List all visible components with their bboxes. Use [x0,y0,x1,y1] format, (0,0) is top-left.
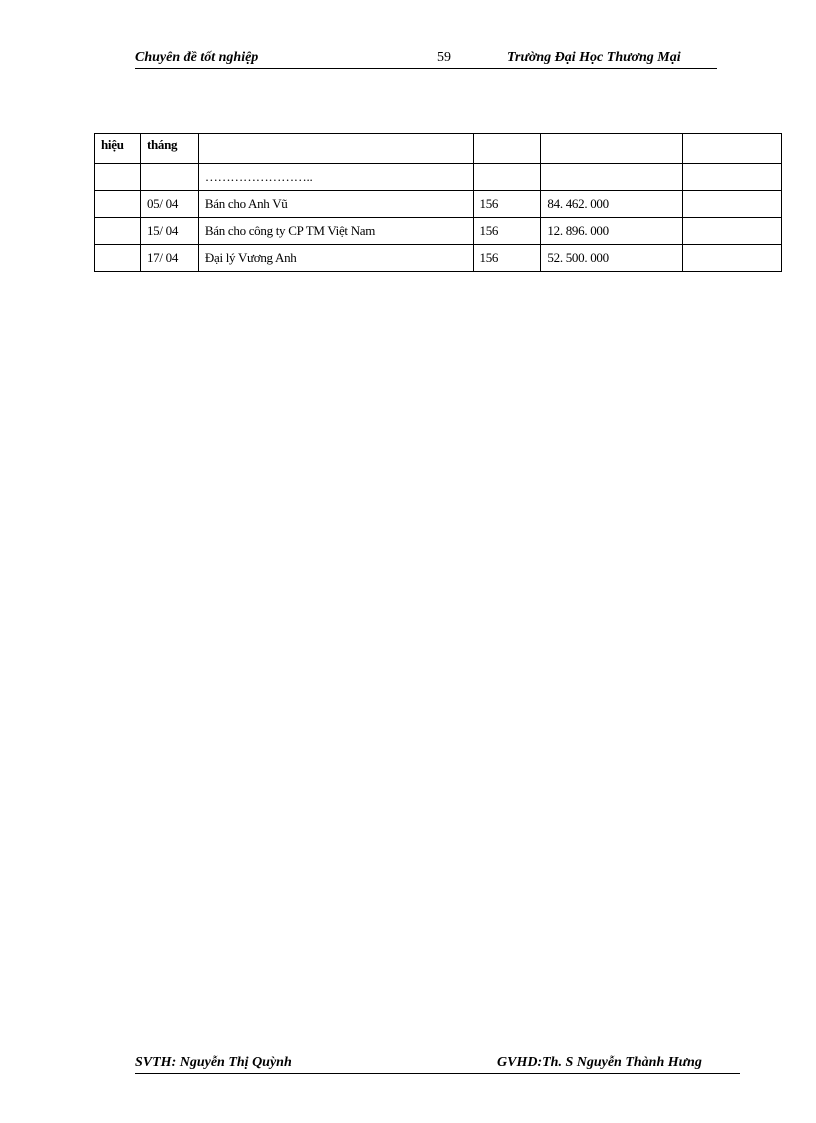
cell-extra [683,191,782,218]
cell-amount: 84. 462. 000 [541,191,683,218]
cell-account: 156 [473,191,541,218]
page-header [135,50,717,69]
cell-date: 15/ 04 [140,218,198,245]
header-cell [473,134,541,164]
header-cell [683,134,782,164]
header-cell-so-hieu: hiệu [95,134,141,164]
cell-date: 17/ 04 [140,245,198,272]
footer-student-name: SVTH: Nguyễn Thị Quỳnh [135,1055,292,1070]
table-header-row [95,134,782,164]
cell-description: Bán cho Anh Vũ [198,191,473,218]
cell-account: 156 [473,218,541,245]
cell-extra [683,218,782,245]
cell-description: Đại lý Vương Anh [198,245,473,272]
cell-description: Bán cho công ty CP TM Việt Nam [198,218,473,245]
cell-amount: 12. 896. 000 [541,218,683,245]
table-row [95,245,782,272]
cell-amount: 52. 500. 000 [541,245,683,272]
cell-account [473,164,541,191]
page-number: 59 [437,50,451,65]
cell-amount [541,164,683,191]
header-cell [198,134,473,164]
header-document-title: Chuyên đề tốt nghiệp [135,50,259,65]
cell-description: …………………….. [198,164,473,191]
table-row [95,164,782,191]
ledger-table [94,133,782,272]
table-row [95,218,782,245]
header-cell [541,134,683,164]
cell-so-hieu [95,245,141,272]
cell-so-hieu [95,164,141,191]
cell-extra [683,245,782,272]
cell-date: 05/ 04 [140,191,198,218]
cell-extra [683,164,782,191]
cell-so-hieu [95,191,141,218]
page-footer [135,1055,740,1074]
cell-date [140,164,198,191]
table-row [95,191,782,218]
cell-account: 156 [473,245,541,272]
footer-supervisor-name: GVHD:Th. S Nguyễn Thành Hưng [497,1055,702,1070]
header-university-name: Trường Đại Học Thương Mại [507,50,681,65]
cell-so-hieu [95,218,141,245]
header-cell-ngay-thang: tháng [140,134,198,164]
